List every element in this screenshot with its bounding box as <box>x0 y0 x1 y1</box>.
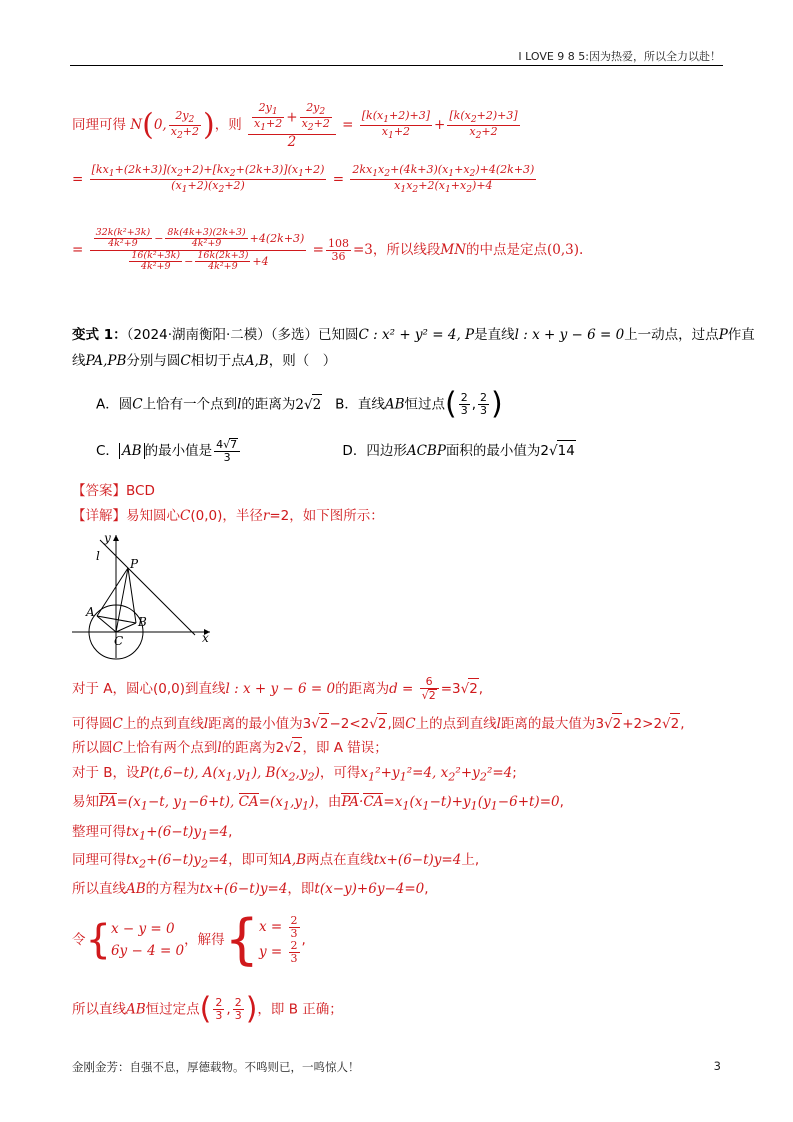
answer-line: 【答案】BCD <box>72 483 155 499</box>
page-number: 3 <box>713 1059 721 1073</box>
detail-a-2: 可得圆C上的点到直线l距离的最小值为3√2−2<2√2,圆C上的点到直线l距离的最大值为3√2+2>2√2, <box>72 713 721 734</box>
footer-motto: 金刚金芳：自强不息，厚德载物。不鸣则已，一鸣惊人！ <box>72 1060 360 1074</box>
solution-line-3: = $\frac{\text{32k(k²+3k)}}{\text{4k²+9}}$ − $\frac{8k(4k+3)(2k+3)}{\text{4k²+9}}$ +4(2k+3) $\frac{\text{16(k²+3k)}}{\text{4k²+9}}$ − $\frac{16k(2k+3)}{\text{4k²+9}}$ +4 = $\frac{108}{36}$ =3，所以线段MN的中点是定点(0,3). <box>72 227 584 273</box>
solution-line-1: 同理可得 N(0, $\frac{2y_2}{x_2+2}$ )，则 $\frac{2y_1}{x_1+2}$ + $\frac{2y_2}{x_2+2}$ 2 = $\frac{[k(x_1+2)+3]}{x_1+2}$ + $\frac{[k(x_2+2)+3]}{x_2+2}$ <box>72 101 518 150</box>
header-divider <box>70 65 723 66</box>
page-header: I LOVE 9 8 5:因为热爱，所以全力以赴！ <box>518 50 721 63</box>
label-y: y <box>104 531 111 545</box>
problem-stem-1: 变式 1：（2024·湖南衡阳·二模）（多选）已知圆C : x² + y² = 4, P是直线l : x + y − 6 = 0上一动点，过点P作直 <box>72 327 755 343</box>
detail-intro: 【详解】易知圆心C(0,0)，半径r=2，如下图所示： <box>72 508 384 524</box>
label-P: P <box>130 557 139 571</box>
detail-b-7: 所以直线AB恒过定点( $\frac{2}{3}$ , $\frac{2}{3}$ )，即 B 正确； <box>72 991 343 1027</box>
geometry-figure <box>70 530 220 660</box>
detail-b-3: 整理可得$tx_1+(6-t)y_1=4$, <box>72 824 233 843</box>
detail-a-1: 对于 A，圆心(0,0)到直线l : x + y − 6 = 0的距离为d = $\frac{6}{√2}$ =3√2, <box>72 675 484 703</box>
detail-b-5: 所以直线AB的方程为tx+(6−t)y=4，即t(x−y)+6y−4=0, <box>72 881 429 897</box>
detail-b-2: 易知$PA=(x_1-t$, $y_1-6+t$), $CA=(x_1,y_1)$，由$PA\cdot CA=x_1(x_1-t)+y_1(y_1-6+t)=0$, <box>72 794 564 813</box>
option-a-b: A．圆C上恰有一个点到l的距离为2√2 B．直线AB恒过点( $\frac{2}{3}$ , $\frac{2}{3}$ ) <box>96 386 503 422</box>
label-C: C <box>114 634 124 648</box>
label-B: B <box>138 615 147 629</box>
label-l: l <box>96 549 100 563</box>
detail-b-4: 同理可得$tx_2+(6-t)y_2=4$，即可知A,B两点在直线tx+(6−t)y=4上, <box>72 852 480 871</box>
detail-b-6: 令{ x − y = 0 6y − 4 = 0 ，解得{ x = $\frac{2}{3}$ y = $\frac{2}{3}$ , <box>72 908 306 972</box>
detail-b-1: 对于 B，设P(t,6−t), $A(x_1,y_1)$, $B(x_2,y_2)$，可得$x_1^2+y_1^2=4$, $x_2^2+y_2^2=4$; <box>72 765 517 784</box>
problem-stem-2: 线PA,PB分别与圆C相切于点A,B，则（ ） <box>72 353 337 369</box>
solution-line-2: = $\frac{[kx_1+(2k+3)](x_2+2)+[kx_2+(2k+3)](x_1+2)}{(x_1+2)(x_2+2)}$ = $\frac{2kx_1x_2+(4k+3)(x_1+x_2)+4(2k+3)}{x_1x_2+2(x_1+x_2)+4}$ <box>72 163 535 196</box>
option-c-d: C． AB 的最小值是 $\frac{4√7}{3}$ D．四边形ACBP面积的最小值为2√14 <box>96 438 575 465</box>
label-x: x <box>202 631 209 645</box>
label-A: A <box>86 605 95 619</box>
detail-a-3: 所以圆C上恰有两个点到l的距离为2√2，即 A 错误； <box>72 737 721 758</box>
